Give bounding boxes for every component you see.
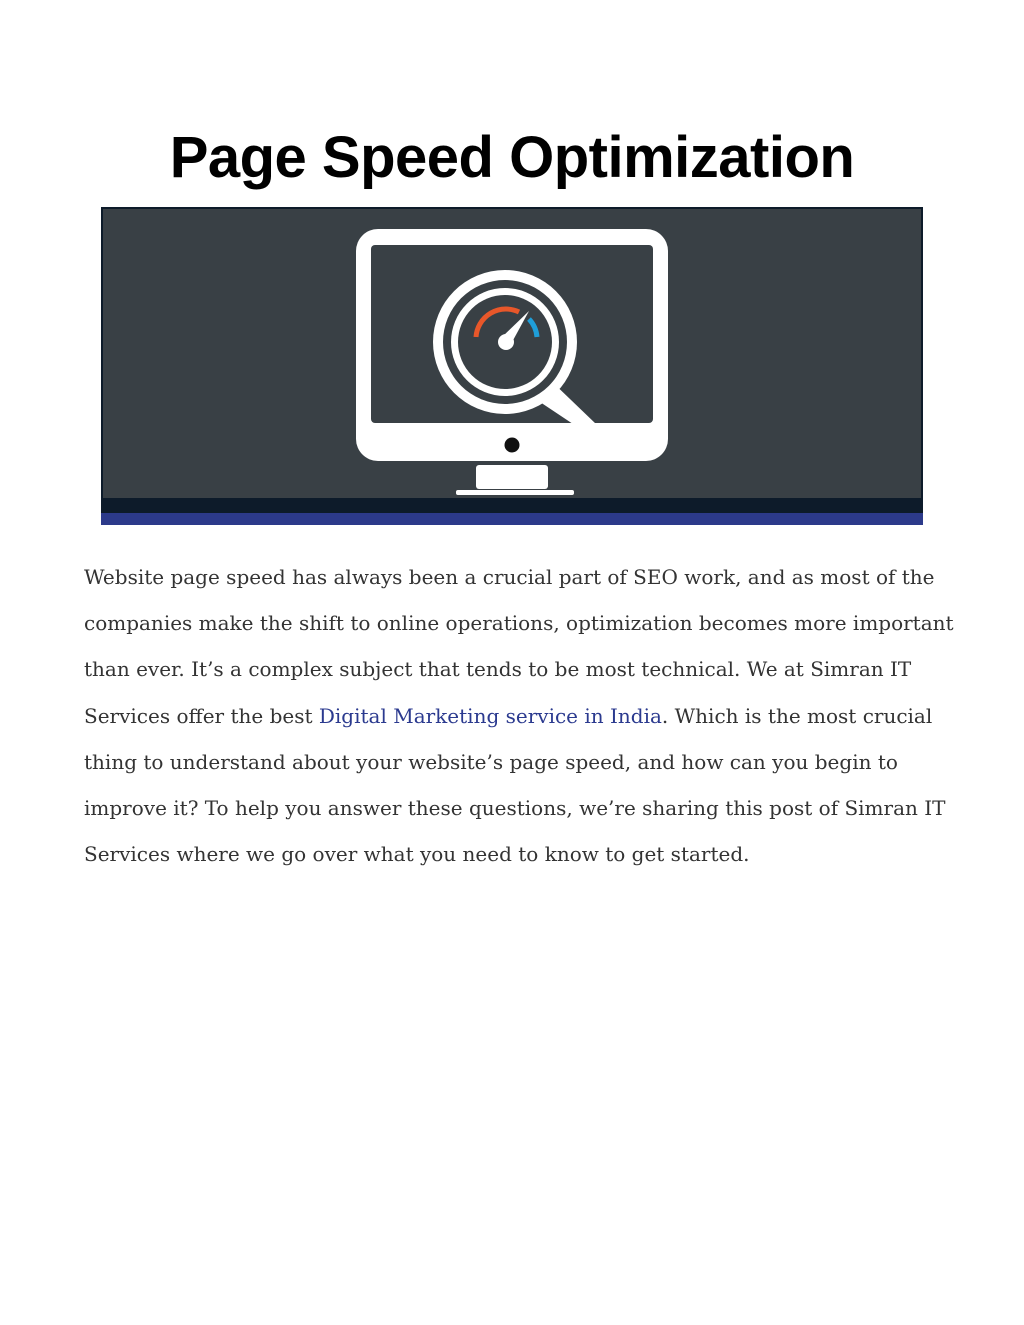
paragraph-line bbox=[84, 693, 954, 739]
paragraph-text: Services offer the best bbox=[84, 703, 319, 728]
page-title: Page Speed Optimization bbox=[169, 125, 855, 190]
paragraph-line: than ever. It’s a complex subject that tends to be most technical. We at Simran IT bbox=[84, 657, 912, 682]
paragraph-line: thing to understand about your website’s page speed, and how can you begin to bbox=[84, 749, 898, 774]
body-paragraph bbox=[84, 554, 954, 877]
paragraph-line: Website page speed has always been a crucial part of SEO work, and as most of the bbox=[84, 565, 935, 589]
digital-marketing-link[interactable]: Digital Marketing service in India bbox=[318, 703, 662, 728]
paragraph-line: Services where we go over what you need to know to get started. bbox=[84, 842, 750, 867]
paragraph-line: companies make the shift to online operations, optimization becomes more important bbox=[84, 611, 954, 636]
paragraph-text: . Which is the most crucial bbox=[661, 703, 933, 728]
paragraph-line: improve it? To help you answer these questions, we’re sharing this post of Simran IT bbox=[84, 796, 946, 821]
page-speed-banner-image bbox=[101, 207, 923, 525]
